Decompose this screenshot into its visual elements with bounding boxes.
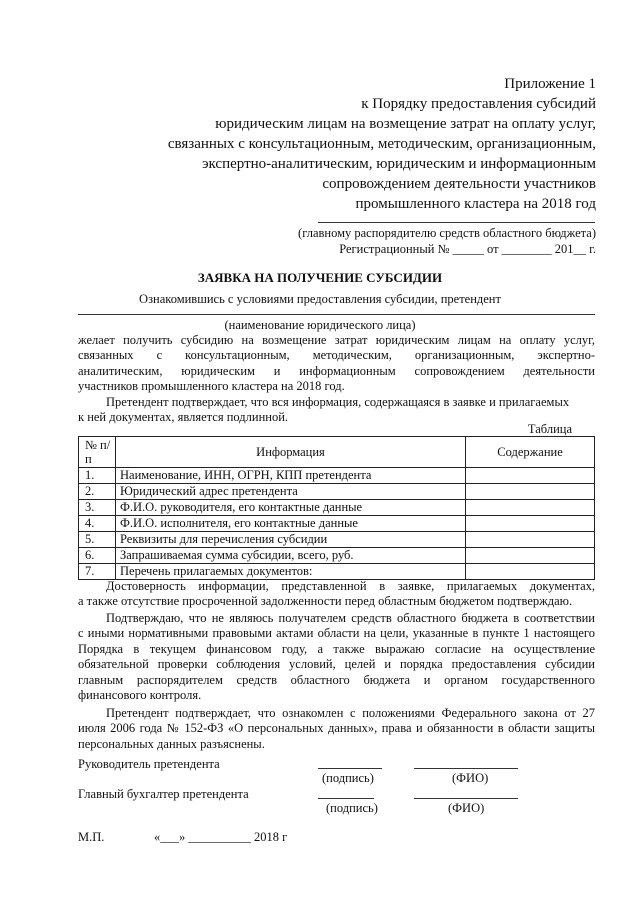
row-info: Ф.И.О. руководителя, его контактные данные	[116, 500, 466, 516]
head-signature-label: Руководитель претендента	[78, 757, 220, 771]
signature-caption: (подпись)	[326, 801, 378, 815]
recipient-caption: (главному распорядителю средств областного бюджета)	[298, 226, 596, 240]
row-info: Перечень прилагаемых документов:	[116, 564, 466, 580]
information-table	[78, 436, 595, 580]
table-header-row	[79, 437, 595, 468]
paragraph-authenticity	[78, 395, 595, 426]
header-num: № п/п	[79, 437, 116, 468]
text-line: финансового контроля.	[78, 687, 202, 702]
head-signature-line[interactable]	[318, 768, 382, 769]
text-line: Порядка в текущем финансовом году, а также выражаю согласие на осуществление	[78, 641, 595, 656]
table-label: Таблица	[527, 422, 572, 436]
table-row	[79, 548, 595, 564]
text-line: а также отсутствие просроченной задолженности перед областным бюджетом подтверждаю.	[78, 594, 573, 609]
header-info: Информация	[116, 437, 466, 468]
row-num: 2.	[79, 484, 116, 500]
text-line: главным распорядителем средств областного бюджета и органом государственного	[78, 672, 595, 687]
row-content[interactable]	[466, 500, 595, 516]
text-line: июля 2006 года № 152-ФЗ «О персональных данных», права и обязанности в области защиты	[78, 721, 595, 736]
row-num: 3.	[79, 500, 116, 516]
row-content[interactable]	[466, 484, 595, 500]
text-line: Претендент подтверждает, что вся информация, содержащаяся в заявке и прилагаемых	[106, 395, 570, 409]
accountant-signature-label: Главный бухгалтер претендента	[78, 787, 249, 801]
table-row	[79, 564, 595, 580]
signature-caption: (подпись)	[322, 771, 374, 785]
row-num: 7.	[79, 564, 116, 580]
row-num: 4.	[79, 516, 116, 532]
row-num: 6.	[79, 548, 116, 564]
row-info: Запрашиваемая сумма субсидии, всего, руб.	[116, 548, 466, 564]
table-row	[79, 500, 595, 516]
appendix-line: к Порядку предоставления субсидий	[361, 96, 596, 112]
name-caption: (ФИО)	[452, 771, 489, 785]
row-info: Реквизиты для перечисления субсидии	[116, 532, 466, 548]
header-content: Содержание	[466, 437, 595, 468]
text-line: персональных данных разъяснены.	[78, 736, 265, 751]
text-line: участников промышленного кластера на 2018 год.	[78, 379, 345, 394]
signature-date: «___» __________ 2018 г	[154, 830, 288, 844]
table-row	[79, 532, 595, 548]
entity-line	[78, 314, 595, 315]
row-content[interactable]	[466, 564, 595, 580]
text-line: связанных с консультационным, методическим, организационным, экспертно-	[78, 348, 595, 363]
appendix-line: Приложение 1	[504, 76, 596, 92]
row-num: 1.	[79, 468, 116, 484]
head-name-line[interactable]	[414, 768, 518, 769]
row-content[interactable]	[466, 532, 595, 548]
paragraph-confirmation	[78, 611, 595, 703]
text-line: Подтверждаю, что не являюсь получателем средств областного бюджета в соответствии	[106, 611, 595, 625]
accountant-name-line[interactable]	[414, 798, 518, 799]
paragraph-personal-data	[78, 706, 595, 752]
row-info: Юридический адрес претендента	[116, 484, 466, 500]
accountant-signature-line[interactable]	[318, 798, 374, 799]
row-content[interactable]	[466, 516, 595, 532]
page-title: ЗАЯВКА НА ПОЛУЧЕНИЕ СУБСИДИИ	[197, 270, 443, 285]
paragraph-request	[78, 333, 595, 395]
recipient-line	[318, 222, 595, 223]
row-info: Наименование, ИНН, ОГРН, КПП претендента	[116, 468, 466, 484]
text-line: Претендент подтверждает, что ознакомлен с положениями Федерального закона от 27	[106, 706, 595, 720]
intro-text: Ознакомившись с условиями предоставления субсидии, претендент	[139, 292, 501, 306]
table-row	[79, 468, 595, 484]
text-line: желает получить субсидию на возмещение затрат юридическим лицам на оплату услуг,	[78, 333, 595, 347]
appendix-line: сопровождением деятельности участников	[322, 176, 596, 192]
table-row	[79, 516, 595, 532]
appendix-line: связанных с консультационным, методическим, организационным,	[167, 136, 596, 152]
entity-caption: (наименование юридического лица)	[224, 318, 416, 332]
text-line: с иными нормативными правовыми актами области на цели, указанные в пункте 1 настоящего	[78, 626, 595, 641]
paragraph-reliability	[78, 579, 595, 610]
stamp-place: М.П.	[78, 830, 105, 844]
text-line: Достоверность информации, представленной в заявке, прилагаемых документах,	[106, 579, 595, 593]
text-line: аналитическим, юридическим и информационным сопровождением деятельности	[78, 363, 595, 378]
registration-number: Регистрационный № _____ от ________ 201__ г.	[339, 242, 596, 256]
row-content[interactable]	[466, 548, 595, 564]
name-caption: (ФИО)	[448, 801, 485, 815]
text-line: обязательной проверки соблюдения условий, целей и порядка предоставления субсидии	[78, 657, 595, 672]
row-info: Ф.И.О. исполнителя, его контактные данные	[116, 516, 466, 532]
text-line: к ней документах, является подлинной.	[78, 410, 289, 425]
table-row	[79, 484, 595, 500]
row-num: 5.	[79, 532, 116, 548]
appendix-line: промышленного кластера на 2018 год	[355, 196, 596, 212]
appendix-line: юридическим лицам на возмещение затрат на оплату услуг,	[215, 116, 596, 132]
row-content[interactable]	[466, 468, 595, 484]
appendix-line: экспертно-аналитическим, юридическим и информационным	[202, 156, 596, 172]
